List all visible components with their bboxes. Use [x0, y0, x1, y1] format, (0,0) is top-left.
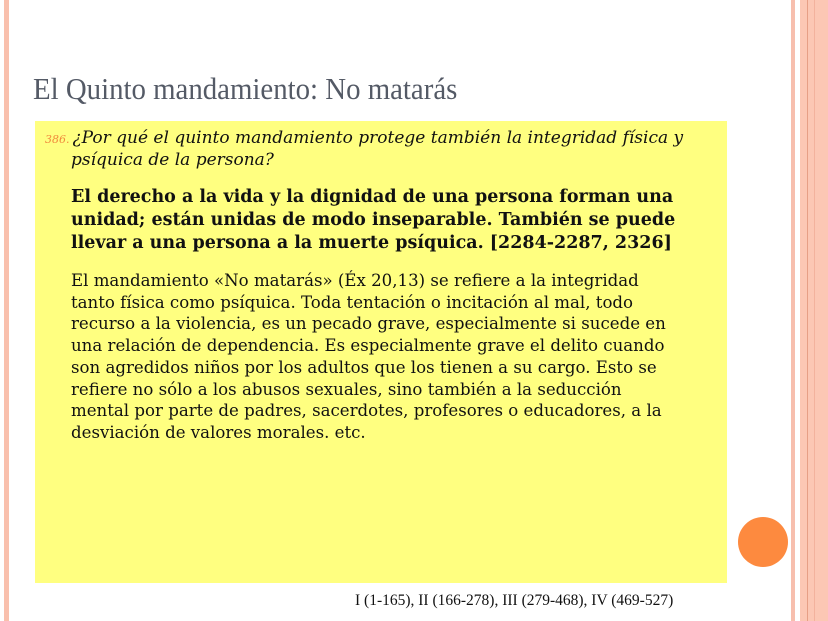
explanation-line: recurso a la violencia, es un pecado grave, especialmente si sucede en [71, 314, 666, 334]
explanation-paragraph [71, 270, 721, 444]
slide-title: El Quinto mandamiento: No matarás [33, 71, 458, 106]
explanation-line: una relación de dependencia. Es especialmente grave el delito cuando [71, 336, 665, 356]
explanation-line: tanto física como psíquica. Toda tentación o incitación al mal, todo [71, 292, 634, 312]
explanation-line: El mandamiento «No matarás» (Éx 20,13) se refiere a la integridad [71, 271, 639, 290]
question-line-1 [45, 128, 725, 150]
question-line-2: psíquica de la persona? [71, 150, 274, 170]
explanation-line: mental por parte de padres, sacerdotes, profesores o educadores, a la [71, 401, 662, 421]
question-line-1-text: ¿Por qué el quinto mandamiento protege también la integridad física y [72, 128, 684, 148]
right-border-line-secondary [814, 0, 815, 621]
decorative-orange-circle-icon [738, 517, 788, 567]
answer-line: unidad; están unidas de modo inseparable. También se puede [71, 210, 676, 230]
question [45, 128, 725, 171]
answer-line: llevar a una persona a la muerte psíquica. [2284-2287, 2326] [71, 233, 672, 253]
left-border-stripe [4, 0, 9, 621]
footer-section-ranges: I (1-165), II (166-278), III (279-468), IV (469-527) [355, 592, 674, 609]
explanation-line: son agredidos niños por los adultos que los tienen a su cargo. Esto se [71, 357, 657, 377]
question-number: 386. [45, 133, 70, 146]
explanation-line: refiere no sólo a los abusos sexuales, sino también a la seducción [71, 379, 622, 399]
answer-paragraph [71, 186, 721, 255]
answer-line: El derecho a la vida y la dignidad de una persona forman una [71, 187, 674, 207]
right-border-line [807, 0, 808, 621]
explanation-line: desviación de valores morales. etc. [71, 422, 366, 442]
right-border-thin-stripe [791, 0, 795, 621]
